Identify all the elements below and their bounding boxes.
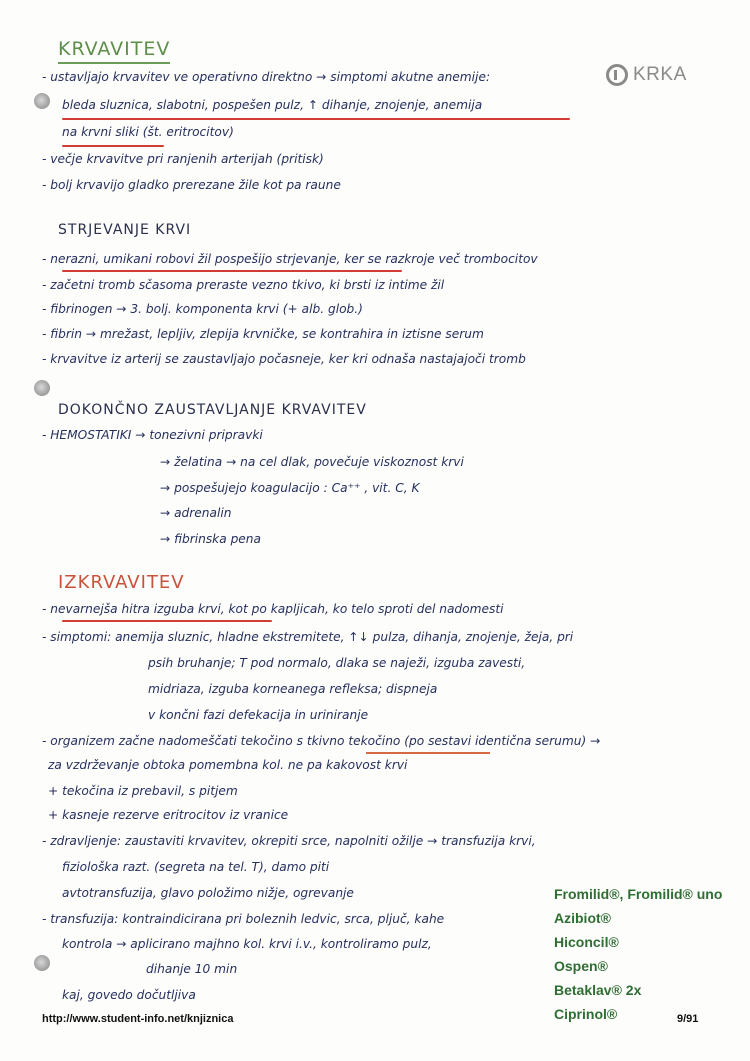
punch-hole <box>34 955 50 971</box>
title-underline <box>58 62 170 64</box>
section-title: DOKONČNO ZAUSTAVLJANJE KRVAVITEV <box>58 402 367 418</box>
note-line: - bolj krvavijo gladko prerezane žile kot pa raune <box>42 178 341 192</box>
page-number: 9/91 <box>677 1013 699 1025</box>
note-line: midriaza, izguba korneanega refleksa; dispneja <box>148 682 438 696</box>
note-line: - večje krvavitve pri ranjenih arterijah (pritisk) <box>42 152 324 166</box>
punch-hole <box>34 380 50 396</box>
red-underline <box>62 118 570 120</box>
note-line: bleda sluznica, slabotni, pospešen pulz, ↑ dihanje, znojenje, anemija <box>62 98 483 112</box>
punch-hole <box>34 93 50 109</box>
note-line: - simptomi: anemija sluznic, hladne ekstremitete, ↑↓ pulza, dihanja, znojenje, žeja, pri <box>42 630 574 644</box>
note-line: - fibrinogen → 3. bolj. komponenta krvi (+ alb. glob.) <box>42 302 363 316</box>
krka-logo-text: KRKA <box>633 64 687 85</box>
section-title: IZKRVAVITEV <box>58 572 185 593</box>
note-line: → fibrinska pena <box>160 532 261 546</box>
drug-name: Fromilid®, Fromilid® uno <box>554 886 723 902</box>
drug-name: Hiconcil® <box>554 934 619 950</box>
note-line: + kasneje rezerve eritrocitov iz vranice <box>48 808 289 822</box>
note-line: - začetni tromb sčasoma preraste vezno tkivo, ki brsti iz intime žil <box>42 278 445 292</box>
note-line: kaj, govedo dočutljiva <box>62 988 196 1002</box>
section-title: STRJEVANJE KRVI <box>58 222 192 238</box>
drug-name: Ospen® <box>554 958 608 974</box>
note-line: na krvni sliki (št. eritrocitov) <box>62 125 234 139</box>
krka-logo <box>606 64 687 86</box>
section-title: KRVAVITEV <box>58 38 171 60</box>
note-line: - fibrin → mrežast, lepljiv, zlepija krvničke, se kontrahira in iztisne serum <box>42 327 484 341</box>
red-underline <box>62 620 272 622</box>
note-line: - krvavitve iz arterij se zaustavljajo počasneje, ker kri odnaša nastajajoči tromb <box>42 352 526 366</box>
drug-name: Betaklav® 2x <box>554 982 642 998</box>
orange-underline <box>366 752 490 754</box>
drug-name: Ciprinol® <box>554 1006 618 1022</box>
footer-url: http://www.student-info.net/knjiznica <box>42 1013 234 1025</box>
note-line: → želatina → na cel dlak, povečuje viskoznost krvi <box>160 455 464 469</box>
note-line: za vzdrževanje obtoka pomembna kol. ne pa kakovost krvi <box>48 758 408 772</box>
note-line: - ustavljajo krvavitev ve operativno direktno → simptomi akutne anemije: <box>42 70 491 84</box>
note-line: v končni fazi defekacija in uriniranje <box>148 708 369 722</box>
note-line: → pospešujejo koagulacijo : Ca⁺⁺ , vit. C, K <box>160 481 420 495</box>
note-line: + tekočina iz prebavil, s pitjem <box>48 784 238 798</box>
note-line: → adrenalin <box>160 506 232 520</box>
krka-logo-icon <box>606 64 628 86</box>
note-line: psih bruhanje; T pod normalo, dlaka se naježi, izguba zavesti, <box>148 656 526 670</box>
note-line: kontrola → aplicirano majhno kol. krvi i.v., kontroliramo pulz, <box>62 937 432 951</box>
note-line: - nevarnejša hitra izguba krvi, kot po kapljicah, ko telo sproti del nadomesti <box>42 602 504 616</box>
red-underline <box>62 145 164 147</box>
note-line: dihanje 10 min <box>146 962 238 976</box>
note-line: - transfuzija: kontraindicirana pri boleznih ledvic, srca, pljuč, kahe <box>42 912 445 926</box>
note-line: fiziološka razt. (segreta na tel. T), damo piti <box>62 860 330 874</box>
note-line: - organizem začne nadomeščati tekočino s tkivno tekočino (po sestavi identična serumu) → <box>42 734 601 748</box>
note-line: avtotransfuzija, glavo položimo nižje, ogrevanje <box>62 886 354 900</box>
red-underline <box>62 270 402 272</box>
note-line: - HEMOSTATIKI → tonezivni pripravki <box>42 428 263 442</box>
drug-name: Azibiot® <box>554 910 611 926</box>
note-line: - nerazni, umikani robovi žil pospešijo strjevanje, ker se razkroje več trombocitov <box>42 252 538 266</box>
note-line: - zdravljenje: zaustaviti krvavitev, okrepiti srce, napolniti ožilje → transfuzija krvi, <box>42 834 536 848</box>
drug-list <box>554 882 722 1026</box>
